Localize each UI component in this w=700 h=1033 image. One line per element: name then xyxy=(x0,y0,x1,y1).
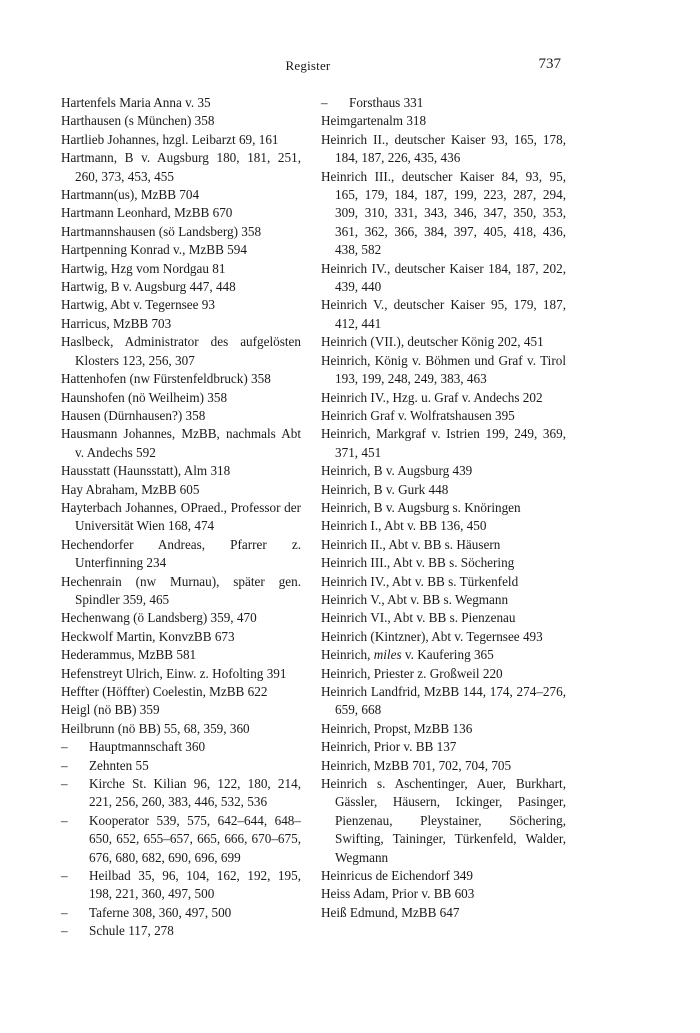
index-entry: Heinrich Graf v. Wolfratshausen 395 xyxy=(321,407,515,423)
subentry-text: Zehnten 55 xyxy=(89,757,149,773)
subentry-text: Forsthaus 331 xyxy=(349,95,424,110)
index-subentry xyxy=(61,738,301,756)
index-entry: Hartwig, Abt v. Tegernsee 93 xyxy=(61,297,215,313)
subentry-dash xyxy=(61,775,89,793)
subentry-text: Kirche St. Kilian 96, 122, 180, 214, 221, 256, 260, 383, 446, 532, 536 xyxy=(89,776,301,810)
index-entry: Heinrich, Prior v. BB 137 xyxy=(321,739,457,755)
index-entry: Hartmann(us), MzBB 704 xyxy=(61,187,200,203)
subentry-dash xyxy=(61,904,89,922)
index-entry: Heinrich (VII.), deutscher König 202, 451 xyxy=(321,334,544,350)
index-entry: Hechenwang (ö Landsberg) 359, 470 xyxy=(61,610,257,626)
index-entry: Hattenhofen (nw Fürstenfeldbruck) 358 xyxy=(61,371,271,387)
index-entry: Hartpenning Konrad v., MzBB 594 xyxy=(61,242,247,258)
subentry-dash xyxy=(61,867,89,885)
subentry-text: Kooperator 539, 575, 642–644, 648–650, 652, 655–657, 665, 666, 670–675, 676, 680, 682, 690, 696, 699 xyxy=(89,812,301,865)
index-subentry xyxy=(61,904,301,922)
entry-text-italic: miles xyxy=(373,647,402,663)
subentry-dash xyxy=(61,757,89,775)
index-entry: Hechendorfer Andreas, Pfarrer z. Unterfinning 234 xyxy=(61,536,301,571)
index-entry: Hartenfels Maria Anna v. 35 xyxy=(61,95,211,110)
index-entry: Harricus, MzBB 703 xyxy=(61,315,172,331)
index-entry: Heinrich, B v. Gurk 448 xyxy=(321,481,449,497)
index-subentry xyxy=(61,812,301,867)
subentry-text: Taferne 308, 360, 497, 500 xyxy=(89,904,232,920)
index-column-left xyxy=(61,94,301,941)
subentry-text: Schule 117, 278 xyxy=(89,923,174,939)
index-entry: Hartwig, Hzg vom Nordgau 81 xyxy=(61,260,226,276)
index-column-right xyxy=(321,94,566,922)
index-entry: Heinrich (Kintzner), Abt v. Tegernsee 493 xyxy=(321,628,543,644)
index-entry: Hartmann Leonhard, MzBB 670 xyxy=(61,205,233,221)
index-entry: Heinrich, Propst, MzBB 136 xyxy=(321,720,473,736)
index-subentry xyxy=(61,757,301,775)
subentry-dash xyxy=(321,94,349,112)
index-entry: Hausstatt (Haunsstatt), Alm 318 xyxy=(61,463,231,479)
index-subentry xyxy=(61,922,301,940)
index-entry xyxy=(321,646,566,664)
index-entry: Hartwig, B v. Augsburg 447, 448 xyxy=(61,279,236,295)
subentry-text: Hauptmannschaft 360 xyxy=(89,739,206,755)
index-entry: Heinrich III., deutscher Kaiser 84, 93, 95, 165, 179, 184, 187, 199, 223, 287, 294, 309, 310, 331, 343, 346, 347, 350, 353, 361, 362, 366, 384, 397, 405, 418, 436, 438, 582 xyxy=(321,168,566,258)
index-entry: Hayterbach Johannes, OPraed., Professor der Universität Wien 168, 474 xyxy=(61,499,301,534)
index-entry: Hay Abraham, MzBB 605 xyxy=(61,481,200,497)
index-entry: Heinrich, König v. Böhmen und Graf v. Tirol 193, 199, 248, 249, 383, 463 xyxy=(321,352,566,387)
page-number: 737 xyxy=(538,56,561,72)
index-subentry xyxy=(61,775,301,812)
index-entry: Hefenstreyt Ulrich, Einw. z. Hofolting 391 xyxy=(61,665,287,681)
index-entry: Heinrich IV., deutscher Kaiser 184, 187, 202, 439, 440 xyxy=(321,260,566,295)
index-entry: Hartmann, B v. Augsburg 180, 181, 251, 260, 373, 453, 455 xyxy=(61,150,301,184)
index-entry: Hausen (Dürnhausen?) 358 xyxy=(61,407,206,423)
subentry-text: Heilbad 35, 96, 104, 162, 192, 195, 198, 221, 360, 497, 500 xyxy=(89,868,301,902)
running-head xyxy=(0,56,700,76)
index-entry: Heinrich Landfrid, MzBB 144, 174, 274–276, 659, 668 xyxy=(321,684,566,718)
index-entry: Heinrich II., Abt v. BB s. Häusern xyxy=(321,536,501,552)
index-entry: Haunshofen (nö Weilheim) 358 xyxy=(61,389,228,405)
index-entry: Hausmann Johannes, MzBB, nachmals Abt v. Andechs 592 xyxy=(61,426,301,460)
subentry-dash xyxy=(61,812,89,830)
index-subentry xyxy=(61,867,301,904)
index-entry: Heinrich II., deutscher Kaiser 93, 165, 178, 184, 187, 226, 435, 436 xyxy=(321,131,566,166)
index-entry: Heigl (nö BB) 359 xyxy=(61,702,160,718)
index-entry: Heffter (Höffter) Coelestin, MzBB 622 xyxy=(61,684,268,699)
index-entry: Heiss Adam, Prior v. BB 603 xyxy=(321,886,475,902)
index-entry: Hartmannshausen (sö Landsberg) 358 xyxy=(61,223,262,239)
index-entry: Hartlieb Johannes, hzgl. Leibarzt 69, 161 xyxy=(61,131,279,147)
entry-text-pre: Heinrich, xyxy=(321,647,374,663)
entry-text-post: v. Kaufering 365 xyxy=(401,647,494,663)
index-entry: Heimgartenalm 318 xyxy=(321,113,427,129)
index-entry: Hechenrain (nw Murnau), später gen. Spindler 359, 465 xyxy=(61,573,301,607)
index-subentry xyxy=(321,94,566,112)
index-entry: Heinrich V., deutscher Kaiser 95, 179, 187, 412, 441 xyxy=(321,297,566,331)
index-entry: Heinrich, Markgraf v. Istrien 199, 249, 369, 371, 451 xyxy=(321,426,566,460)
index-entry: Heckwolf Martin, KonvzBB 673 xyxy=(61,628,235,644)
subentry-dash xyxy=(61,738,89,756)
index-entry: Harthausen (s München) 358 xyxy=(61,113,215,129)
subentry-dash xyxy=(61,922,89,940)
index-entry: Heinricus de Eichendorf 349 xyxy=(321,868,473,884)
index-entry: Heinrich, Priester z. Großweil 220 xyxy=(321,665,503,681)
index-entry: Heinrich VI., Abt v. BB s. Pienzenau xyxy=(321,610,516,626)
index-entry: Heinrich, B v. Augsburg s. Knöringen xyxy=(321,499,521,515)
index-entry: Heinrich IV., Abt v. BB s. Türkenfeld xyxy=(321,573,519,589)
index-entry: Heinrich s. Aschentinger, Auer, Burkhart, Gässler, Häusern, Ickinger, Pasinger, Pienzenau, Pleystainer, Söchering, Swifting, Taininger, Türkenfeld, Walder, Wegmann xyxy=(321,776,566,865)
running-title: Register xyxy=(285,58,331,73)
index-entry: Haslbeck, Administrator des aufgelösten Klosters 123, 256, 307 xyxy=(61,334,301,368)
index-entry: Heiß Edmund, MzBB 647 xyxy=(321,904,460,920)
index-entry: Heilbrunn (nö BB) 55, 68, 359, 360 xyxy=(61,720,250,736)
index-entry: Heinrich III., Abt v. BB s. Söchering xyxy=(321,555,515,571)
index-entry: Heinrich V., Abt v. BB s. Wegmann xyxy=(321,591,509,607)
index-entry: Heinrich, B v. Augsburg 439 xyxy=(321,463,473,479)
index-entry: Hederammus, MzBB 581 xyxy=(61,647,197,663)
index-entry: Heinrich IV., Hzg. u. Graf v. Andechs 202 xyxy=(321,389,543,405)
index-entry: Heinrich I., Abt v. BB 136, 450 xyxy=(321,518,487,534)
index-entry: Heinrich, MzBB 701, 702, 704, 705 xyxy=(321,757,512,773)
